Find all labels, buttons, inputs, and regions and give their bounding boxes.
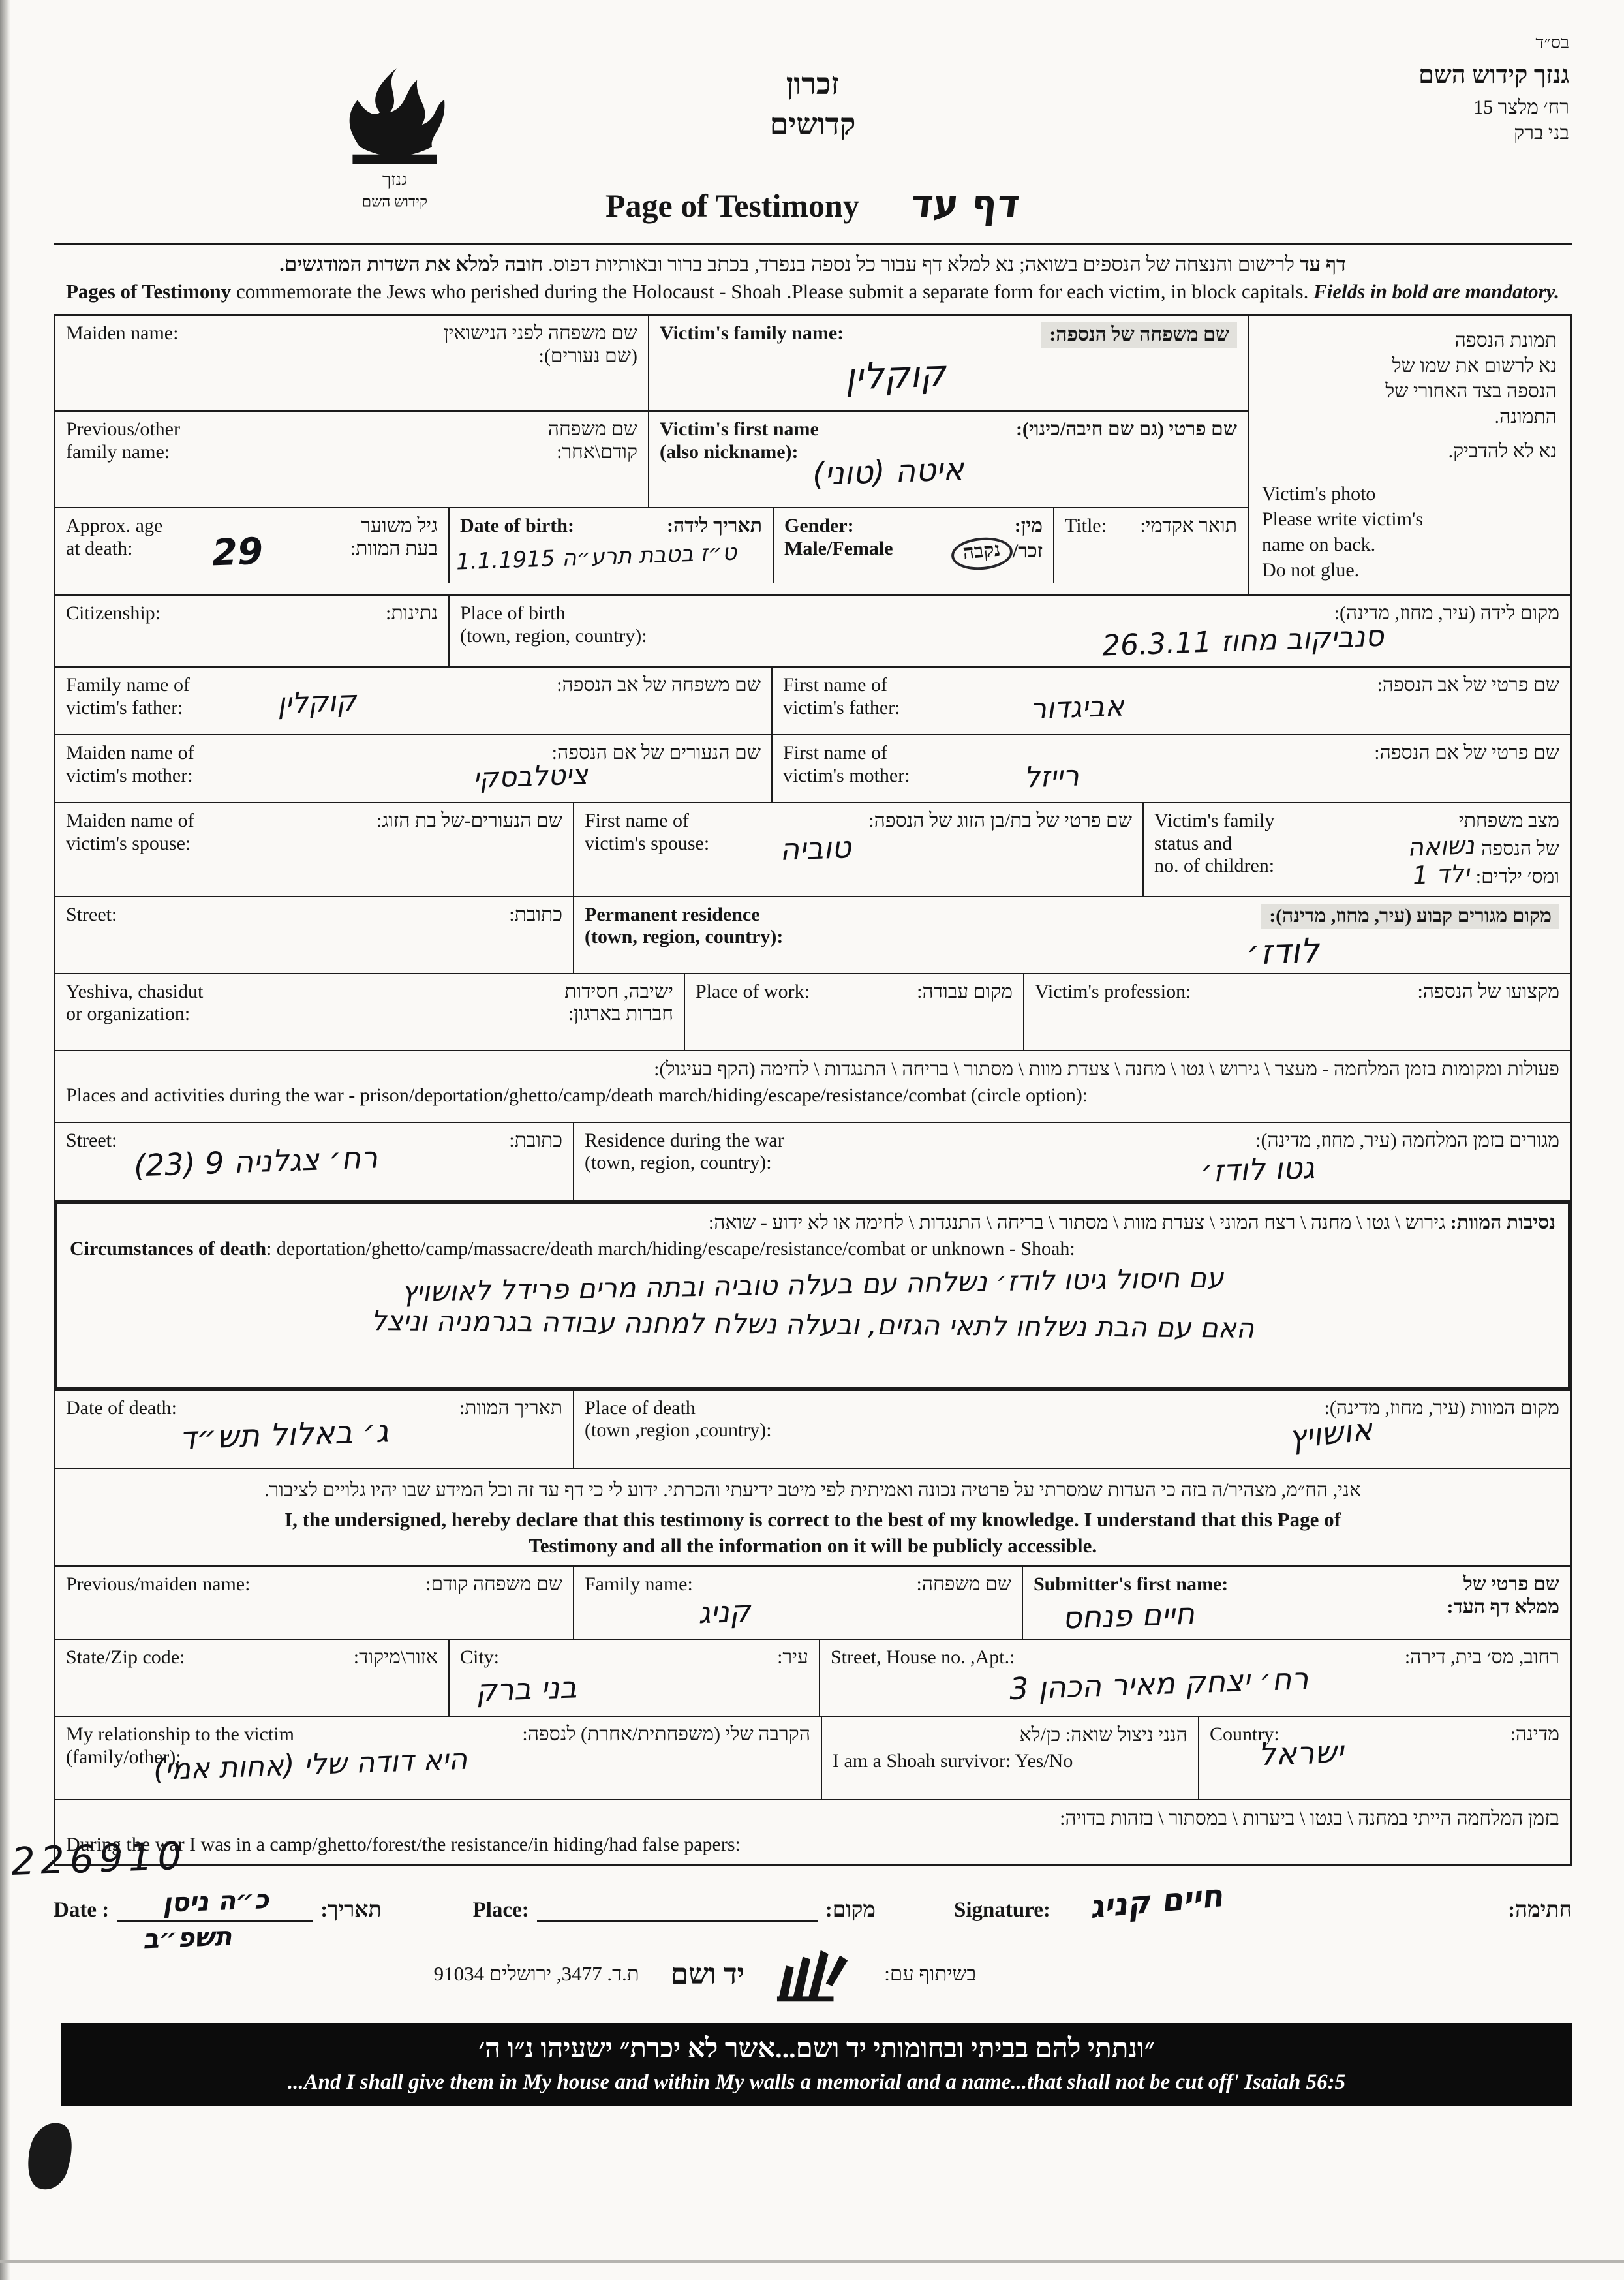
logo-text-line2: קידוש השם — [361, 193, 428, 210]
table-row — [55, 1639, 1570, 1716]
field-family-status — [1142, 803, 1570, 896]
document-number: 226910 — [10, 1833, 188, 1884]
field-spouse-first-name — [573, 803, 1142, 896]
scan-edge-artifact — [0, 2260, 1624, 2263]
row-war-activities — [55, 1050, 1570, 1122]
form-instructions — [54, 245, 1572, 314]
label-he: מקצועו של הנספה: — [1417, 980, 1559, 1002]
field-father-first-name — [771, 668, 1570, 734]
label-en: First name of victim's father: — [783, 674, 900, 718]
field-street-war — [55, 1123, 573, 1200]
label-he: שם פרטי של ממלא דף העד: — [1447, 1573, 1559, 1618]
label-he: הקרבה שלי (משפחתית/אחרת) לנספה: — [522, 1723, 810, 1746]
label-en: Victim's first name (also nickname): — [660, 418, 819, 463]
label-en: Yeshiva, chasidut or organization: — [66, 980, 204, 1025]
label-he: תאריך המוות: — [459, 1396, 562, 1419]
table-row — [55, 734, 1570, 802]
handwritten-spouse-first-name: טוביה — [779, 829, 852, 867]
table-row — [55, 594, 1570, 666]
label-he: מדינה: — [1510, 1723, 1559, 1746]
yad-vashem-name: יד ושם — [670, 1958, 745, 1990]
table-row — [55, 802, 1570, 896]
label-en: Victim's family name: — [660, 322, 844, 344]
field-gender — [773, 508, 1053, 583]
handwritten-date-of-death: ג׳ באלול תש״ד — [179, 1413, 390, 1457]
label-en: Previous/maiden name: — [66, 1573, 251, 1595]
field-place-of-work — [684, 974, 1023, 1050]
field-permanent-residence — [573, 897, 1570, 973]
field-city — [448, 1640, 819, 1716]
handwritten-father-family-name: קוקלין — [277, 684, 358, 721]
label-en: Title: — [1065, 515, 1107, 536]
ganzach-logo — [333, 63, 457, 217]
field-mother-first-name — [771, 735, 1570, 802]
table-row — [55, 896, 1570, 973]
label-he: מקום המוות (עיר, מחוז, מדינה): — [1324, 1396, 1559, 1419]
label-en: First name of victim's mother: — [783, 742, 910, 786]
place-blank-line — [537, 1892, 818, 1922]
label-he: מצב משפחתי של הנספהנשואה ומס׳ ילדים:ילד 1 — [1407, 810, 1559, 890]
gender-circle-annotation: נקבה — [950, 535, 1013, 572]
label-he: שם הנעורים של אם הנספה: — [551, 742, 761, 763]
label-en: Date of birth: — [460, 515, 574, 536]
label-en: First name of victim's spouse: — [585, 810, 710, 854]
label-en: Maiden name of victim's spouse: — [66, 810, 194, 854]
daf-ed-title: דף עד — [909, 181, 1022, 226]
handwritten-mother-maiden-name: ציטלבסקי — [472, 758, 589, 795]
handwritten-children-count: ילד 1 — [1411, 859, 1470, 890]
field-mother-maiden-name — [55, 735, 771, 802]
field-maiden-name — [55, 316, 648, 410]
label-he: גיל משוער בעת המוות: — [350, 515, 438, 559]
label-he: שם משפחה של אב הנספה: — [557, 674, 761, 696]
declaration-hebrew: אני, הח״מ, מצהיר/ה בזה כי העדות שמסרתי על פרטיה נכונה ואמיתית לפי מיטב ידיעתי והכרתי. ידוע לי כי דף עד זה וכל המידע שבו יהיו גלויים לציבור. — [264, 1479, 1361, 1501]
label-en: Date of death: — [66, 1396, 177, 1419]
label-en: Family name: — [585, 1573, 693, 1595]
signature-line — [54, 1877, 1572, 1955]
label-en: Previous/other family name: — [66, 418, 180, 463]
field-submitter-previous-name — [55, 1567, 573, 1639]
page-title: Page of Testimony — [605, 187, 859, 224]
handwritten-date-line1: כ״ה ניסן — [162, 1885, 270, 1919]
label-he: שם הנעורים-של בת הזוג: — [376, 810, 562, 831]
handwritten-country: ישראל — [1257, 1734, 1345, 1774]
label-en: Street: — [66, 1129, 117, 1151]
place-label-en: Place: — [472, 1898, 529, 1922]
table-row — [55, 1389, 1570, 1468]
organization-block — [1418, 33, 1569, 146]
label-he: שם משפחה לפני הנישואין (שם נעורים): — [444, 322, 637, 367]
label-en: Approx. age at death: — [66, 515, 163, 559]
label-en: City: — [460, 1646, 500, 1669]
table-row — [55, 410, 1248, 507]
label-he: שם פרטי של אב הנספה: — [1377, 674, 1559, 696]
signature-label-he: חתימה: — [1508, 1898, 1572, 1922]
field-date-of-death — [55, 1391, 573, 1468]
label-en: Victim's profession: — [1035, 980, 1191, 1002]
label-en: Places and activities during the war - prison/deportation/ghetto/camp/death march/hiding/escape/resistance/combat (circle option): — [66, 1084, 1088, 1106]
scan-edge-artifact — [0, 0, 10, 2280]
row-during-war — [55, 1799, 1570, 1864]
label-en: Place of death (town ,region ,country): — [585, 1396, 772, 1441]
field-age-at-death — [55, 508, 448, 583]
label-he: מין: זכר/נקבה — [950, 515, 1043, 569]
declaration-text — [55, 1469, 1570, 1566]
signature-label-en: Signature: — [953, 1898, 1050, 1922]
handwritten-circumstances-line2: האם עם הבת נשלחו לתאי הגזים, ובעלה נשלח למחנה עבודה בגרמניה וניצל — [371, 1304, 1255, 1344]
label-en: Maiden name of victim's mother: — [66, 742, 194, 786]
table-row — [55, 1122, 1570, 1200]
table-row — [55, 666, 1570, 734]
field-previous-family-name — [55, 412, 648, 507]
handwritten-place-of-death: אושויץ — [1287, 1411, 1375, 1456]
place-label-he: מקום: — [825, 1898, 876, 1922]
label-en: Street: — [66, 903, 117, 925]
handwritten-date-line2: תשפ״ב — [142, 1922, 233, 1955]
organization-name: גנזך קידוש השם — [1418, 61, 1569, 89]
photo-instructions — [1248, 316, 1570, 594]
row-declaration — [55, 1468, 1570, 1566]
scan-ink-blot-artifact — [21, 2118, 78, 2194]
label-he: מגורים בזמן המלחמה (עיר, מחוז, מדינה): — [1255, 1129, 1559, 1151]
label-he: שם פרטי של אם הנספה: — [1374, 742, 1559, 763]
handwrit­ten-mother-first-name: רייזל — [1023, 759, 1080, 795]
label-he: מקום עבודה: — [917, 980, 1013, 1002]
ganzach-flame-icon — [333, 63, 457, 214]
field-profession — [1023, 974, 1570, 1050]
field-yeshiva-organization — [55, 974, 684, 1050]
field-state-zip — [55, 1640, 448, 1716]
label-he: ישיבה, חסידות חברות בארגון: — [564, 980, 673, 1025]
handwritten-circumstances-line1: עם חיסול גיטו לודז׳ נשלחה עם בעלה טוביה ובתה מרים פרידל לאושויץ — [401, 1261, 1224, 1308]
field-academic-title — [1053, 508, 1248, 583]
label-he: שם משפחה קודם\אחר: — [547, 418, 637, 463]
date-label-he: תאריך: — [320, 1898, 382, 1922]
handwritten-permanent-residence: לודז׳ — [1245, 931, 1320, 973]
field-place-of-death — [573, 1391, 1570, 1468]
handwritten-signature: חיים קניג — [1088, 1877, 1224, 1926]
photo-instructions-hebrew: תמונת הנספה נא לרשום את שמו של הנספה בצד האחורי של התמונה. נא לא להדביק. — [1385, 330, 1557, 462]
label-en: Victim's family status and no. of children: — [1154, 810, 1275, 876]
label-he: כתובת: — [509, 1129, 562, 1151]
field-circumstances-of-death — [55, 1202, 1570, 1389]
handwritten-father-first-name: אביגדור — [1030, 689, 1125, 726]
handwritten-submitter-first-name: חיים פנחס — [1062, 1595, 1195, 1636]
table-row — [55, 507, 1248, 583]
label-he: נסיבות המוות: גירוש \ גטו \ מחנה \ רצח המוני \ צעדת מוות \ מסתור \ בריחה \ התנגדות \ לחימה או לא ידוע - שואה: — [708, 1211, 1555, 1233]
photo-instructions-english: Victim's photo Please write victim's name on back. Do not glue. — [1262, 483, 1424, 581]
label-en: Gender: Male/Female — [784, 515, 893, 559]
label-he: מקום לידה (עיר, מחוז, מדינה): — [1334, 602, 1559, 624]
label-he: שם משפחה של הנספה: — [1041, 322, 1237, 348]
field-war-activities — [55, 1051, 1570, 1122]
label-en: Place of work: — [696, 980, 810, 1002]
isaiah-quote-banner — [61, 2023, 1572, 2106]
handwritten-victim-first-name: איטה (טוני) — [812, 450, 965, 493]
label-en: Residence during the war (town, region, country): — [585, 1129, 784, 1174]
memorial-title-hebrew: זכרון קדושים — [769, 67, 856, 142]
row-circumstances-of-death — [55, 1200, 1570, 1389]
field-submitter-family-name — [573, 1567, 1022, 1639]
label-he: כתובת: — [509, 903, 562, 925]
field-spouse-maiden-name — [55, 803, 573, 896]
date-label-en: Date : — [54, 1898, 110, 1922]
field-victim-family-name — [648, 316, 1248, 410]
label-he: הנני ניצול שואה: כן/לא — [1019, 1724, 1187, 1746]
field-relationship — [55, 1717, 821, 1799]
handwritten-place-of-birth: סנביקוב מחוז 26.3.11 — [1101, 619, 1385, 663]
label-en: Street, House no. ,Apt.: — [831, 1646, 1015, 1669]
label-en: State/Zip code: — [66, 1646, 185, 1669]
handwritten-date-of-birth: ט״ז בטבת תרע״ה 1.1.1915 — [455, 539, 737, 576]
label-en: My relationship to the victim (family/other): — [66, 1723, 294, 1768]
field-submitter-first-name — [1022, 1567, 1570, 1639]
label-he: תאריך לידה: — [667, 515, 762, 536]
label-he: עיר: — [777, 1646, 808, 1669]
handwritten-family-status: נשואה — [1407, 830, 1475, 862]
field-place-of-birth — [448, 596, 1570, 666]
label-he: בזמן המלחמה הייתי במחנה \ בגטו \ ביערות \ במסתור \ בזהות בדויה: — [1060, 1808, 1559, 1830]
organization-city: בני ברק — [1514, 122, 1569, 144]
yad-vashem-line — [0, 1946, 1464, 2002]
handwritten-war-residence: גטו לודז׳ — [1200, 1149, 1315, 1189]
table-row — [55, 1565, 1570, 1639]
label-en: Country: — [1210, 1723, 1279, 1746]
handwritten-victim-family-name: קוקלין — [844, 352, 947, 399]
partnership-label: בשיתוף עם: — [884, 1962, 977, 1986]
field-street-house-apt — [819, 1640, 1570, 1716]
field-victim-first-name — [648, 412, 1248, 507]
label-he: שם משפחה: — [916, 1573, 1011, 1595]
handwritten-war-street: רח׳ צגלניה 9 (23) — [133, 1139, 378, 1184]
table-row — [55, 316, 1248, 410]
testimony-form-table — [54, 314, 1572, 1866]
field-father-family-name — [55, 668, 771, 734]
label-en: Citizenship: — [66, 602, 161, 624]
yad-vashem-address: ת.ד. 3477, ירושלים 91034 — [433, 1962, 639, 1986]
label-en: Permanent residence (town, region, country): — [585, 903, 784, 948]
label-en: Circumstances of death: deportation/ghetto/camp/massacre/death march/hiding/escape/resistance/combat or unknown - Shoah: — [70, 1237, 1075, 1259]
banner-quote-english: ...And I shall give them in My house and within My walls a memorial and a name...that shall not be cut off' Isaiah 56:5 — [287, 2070, 1346, 2094]
label-he: מקום מגורים קבוע (עיר, מחוז, מדינה): — [1261, 904, 1559, 929]
label-he: תואר אקדמי: — [1140, 515, 1237, 536]
handwritten-submitter-family-name: קניג — [697, 1594, 752, 1631]
field-citizenship — [55, 596, 448, 666]
header — [54, 26, 1572, 243]
label-he: שם משפחה קודם: — [425, 1573, 562, 1595]
handwritten-city: בני ברק — [475, 1669, 578, 1709]
handwritten-relationship: היא דודה שלי (אחות אמי) — [153, 1743, 468, 1787]
table-row — [55, 1716, 1570, 1799]
field-street-permanent — [55, 897, 573, 973]
label-en: Maiden name: — [66, 322, 179, 344]
label-en: Place of birth (town, region, country): — [460, 602, 647, 647]
label-he: פעולות ומקומות בזמן המלחמה - מעצר \ גירוש \ גטו \ מחנה \ צעדת מוות \ מסתור \ בריחה \ התנגדות \ לחימה (הקף בעיגול): — [654, 1058, 1559, 1080]
instructions-hebrew: דף עד לרישום והנצחה של הנספים בשואה; נא למלא דף עבור כל נספה בנפרד, בכתב ברור ובאותיות דפוס. חובה למלא את השדות המודגשים. — [279, 253, 1346, 275]
handwritten-street-house: רח׳ יצחק מאיר הכהן 3 — [1009, 1661, 1310, 1707]
instructions-english: Pages of Testimony commemorate the Jews who perished during the Holocaust - Shoah .Please submit a separate form for each victim, in block capitals. Fields in bold are mandatory. — [66, 280, 1559, 303]
label-en: During the war I was in a camp/ghetto/forest/the resistance/in hiding/had false papers: — [66, 1834, 741, 1856]
date-blank-line — [117, 1885, 313, 1955]
besd-text: בס״ד — [1535, 33, 1569, 52]
yad-vashem-logo-icon — [776, 1946, 853, 2002]
label-he: שם פרטי של בת/בן הזוג של הנספה: — [868, 810, 1132, 831]
label-en: Submitter's first name: — [1034, 1573, 1229, 1595]
label-en: I am a Shoah survivor: Yes/No — [833, 1750, 1073, 1772]
declaration-english: I, the undersigned, hereby declare that this testimony is correct to the best of my knowledge. I understand that this Page of Testimony and all the information on it will be publicly accessible. — [284, 1507, 1341, 1558]
label-he: רחוב, מס׳ בית, דירה: — [1404, 1646, 1559, 1669]
label-he: אזור\מיקוד: — [353, 1646, 438, 1669]
field-during-war — [55, 1800, 1570, 1864]
field-shoah-survivor — [821, 1717, 1198, 1799]
organization-address: רח׳ מלצר 15 — [1473, 97, 1569, 118]
label-he: נתינות: — [386, 602, 438, 624]
label-he: שם פרטי (גם שם חיבה/כינוי): — [1015, 418, 1237, 440]
banner-quote-hebrew: ״ונתתי להם בביתי ובחומותי יד ושם...אשר לא יכרת״ ישעיהו נ״ו ה׳ — [478, 2034, 1155, 2065]
label-en: Family name of victim's father: — [66, 674, 190, 718]
field-country — [1198, 1717, 1570, 1799]
table-row — [55, 973, 1570, 1050]
handwritten-age: 29 — [211, 530, 264, 575]
top-section — [55, 316, 1570, 594]
field-date-of-birth — [448, 508, 773, 583]
logo-text-line1: גנזך — [382, 170, 407, 190]
field-war-residence — [573, 1123, 1570, 1200]
